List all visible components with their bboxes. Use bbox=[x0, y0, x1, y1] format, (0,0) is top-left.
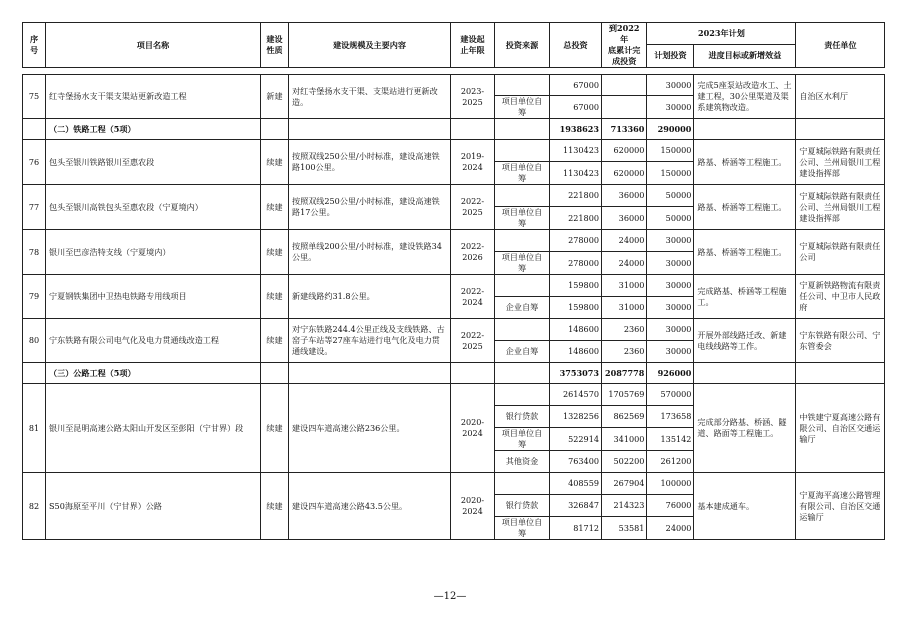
plan-cell: 150000 bbox=[647, 140, 694, 162]
section-row bbox=[23, 363, 885, 384]
unit-cell: 宁夏城际铁路有限责任公司 bbox=[796, 230, 885, 275]
seq-cell: 75 bbox=[23, 75, 46, 119]
seq-cell: 82 bbox=[23, 473, 46, 540]
total-cell: 221800 bbox=[550, 207, 602, 230]
header-progress: 进度目标或新增效益 bbox=[694, 44, 796, 67]
plan-cell: 30000 bbox=[647, 341, 694, 363]
total-cell: 81712 bbox=[550, 517, 602, 540]
section-plan: 926000 bbox=[647, 363, 694, 384]
table-row bbox=[23, 140, 885, 162]
header-scale: 建设规模及主要内容 bbox=[289, 23, 451, 68]
cumulative-cell bbox=[602, 75, 647, 96]
total-cell: 1130423 bbox=[550, 140, 602, 162]
project-name-cell: 宁东铁路有限公司电气化及电力贯通线改造工程 bbox=[46, 319, 261, 363]
header-project-name: 项目名称 bbox=[46, 23, 261, 68]
total-cell: 326847 bbox=[550, 495, 602, 517]
unit-cell: 宁夏城际铁路有限责任公司、兰州局银川工程建设指挥部 bbox=[796, 140, 885, 185]
plan-cell: 30000 bbox=[647, 252, 694, 275]
source-cell bbox=[495, 384, 550, 406]
header-total: 总投资 bbox=[550, 23, 602, 68]
total-cell: 67000 bbox=[550, 96, 602, 119]
source-cell bbox=[495, 140, 550, 162]
seq-cell: 79 bbox=[23, 275, 46, 319]
nature-cell: 新建 bbox=[261, 75, 289, 119]
table-row bbox=[23, 275, 885, 297]
total-cell: 408559 bbox=[550, 473, 602, 495]
investment-plan-table-page bbox=[22, 22, 885, 540]
nature-cell: 续建 bbox=[261, 185, 289, 230]
nature-cell: 续建 bbox=[261, 230, 289, 275]
total-cell: 1328256 bbox=[550, 406, 602, 428]
cumulative-cell: 2360 bbox=[602, 319, 647, 341]
progress-cell: 路基、桥涵等工程施工。 bbox=[694, 230, 796, 275]
total-cell: 763400 bbox=[550, 451, 602, 473]
cumulative-cell: 620000 bbox=[602, 162, 647, 185]
seq-cell: 78 bbox=[23, 230, 46, 275]
table-row bbox=[23, 473, 885, 495]
section-total: 3753073 bbox=[550, 363, 602, 384]
source-cell bbox=[495, 319, 550, 341]
scale-cell: 建设四车道高速公路43.5公里。 bbox=[289, 473, 451, 540]
cumulative-cell: 36000 bbox=[602, 185, 647, 207]
cumulative-cell: 2360 bbox=[602, 341, 647, 363]
cumulative-cell: 214323 bbox=[602, 495, 647, 517]
header-source: 投资来源 bbox=[495, 23, 550, 68]
table-row bbox=[23, 384, 885, 406]
section-cumulative: 713360 bbox=[602, 119, 647, 140]
cumulative-cell: 267904 bbox=[602, 473, 647, 495]
plan-cell: 30000 bbox=[647, 96, 694, 119]
plan-cell: 100000 bbox=[647, 473, 694, 495]
project-name-cell: 红寺堡扬水支干渠支渠站更新改造工程 bbox=[46, 75, 261, 119]
plan-cell: 30000 bbox=[647, 230, 694, 252]
source-cell: 银行贷款 bbox=[495, 495, 550, 517]
header-plan-2023: 2023年计划 bbox=[647, 23, 796, 45]
period-cell: 2022-2025 bbox=[451, 319, 495, 363]
progress-cell: 完成路基、桥涵等工程施工。 bbox=[694, 275, 796, 319]
table-row bbox=[23, 185, 885, 207]
source-cell: 项目单位自筹 bbox=[495, 162, 550, 185]
period-cell: 2022-2024 bbox=[451, 275, 495, 319]
cumulative-cell: 31000 bbox=[602, 275, 647, 297]
progress-cell: 路基、桥涵等工程施工。 bbox=[694, 185, 796, 230]
nature-cell: 续建 bbox=[261, 275, 289, 319]
plan-cell: 30000 bbox=[647, 275, 694, 297]
plan-cell: 261200 bbox=[647, 451, 694, 473]
source-cell: 银行贷款 bbox=[495, 406, 550, 428]
progress-cell: 完成部分路基、桥涵、隧道、路面等工程施工。 bbox=[694, 384, 796, 473]
scale-cell: 对宁东铁路244.4公里正线及支线铁路、古窑子车站等27座车站进行电气化及电力贯通线建设。 bbox=[289, 319, 451, 363]
nature-cell: 续建 bbox=[261, 319, 289, 363]
total-cell: 1130423 bbox=[550, 162, 602, 185]
source-cell: 企业自筹 bbox=[495, 341, 550, 363]
scale-cell: 对红寺堡扬水支干渠、支渠站进行更新改造。 bbox=[289, 75, 451, 119]
seq-cell: 81 bbox=[23, 384, 46, 473]
progress-cell: 完成5座泵站改造水工、土建工程，30公里渠道及渠系建筑物改造。 bbox=[694, 75, 796, 119]
plan-cell: 150000 bbox=[647, 162, 694, 185]
seq-cell: 80 bbox=[23, 319, 46, 363]
page-number: —12— bbox=[433, 591, 467, 602]
cumulative-cell: 502200 bbox=[602, 451, 647, 473]
plan-cell: 173658 bbox=[647, 406, 694, 428]
total-cell: 159800 bbox=[550, 275, 602, 297]
nature-cell: 续建 bbox=[261, 140, 289, 185]
section-title: （二）铁路工程（5项） bbox=[46, 119, 261, 140]
project-name-cell: 宁夏钢铁集团中卫热电铁路专用线项目 bbox=[46, 275, 261, 319]
plan-cell: 135142 bbox=[647, 428, 694, 451]
scale-cell: 按照单线200公里/小时标准，建设铁路34公里。 bbox=[289, 230, 451, 275]
section-plan: 290000 bbox=[647, 119, 694, 140]
cumulative-cell: 31000 bbox=[602, 297, 647, 319]
scale-cell: 按照双线250公里/小时标准，建设高速铁路100公里。 bbox=[289, 140, 451, 185]
table-row bbox=[23, 75, 885, 96]
cumulative-cell bbox=[602, 96, 647, 119]
plan-cell: 570000 bbox=[647, 384, 694, 406]
total-cell: 148600 bbox=[550, 341, 602, 363]
total-cell: 159800 bbox=[550, 297, 602, 319]
cumulative-cell: 53581 bbox=[602, 517, 647, 540]
total-cell: 522914 bbox=[550, 428, 602, 451]
cumulative-cell: 24000 bbox=[602, 230, 647, 252]
period-cell: 2022-2026 bbox=[451, 230, 495, 275]
header-nature: 建设 性质 bbox=[261, 23, 289, 68]
project-name-cell: 包头至银川高铁包头至惠农段（宁夏境内） bbox=[46, 185, 261, 230]
seq-cell: 76 bbox=[23, 140, 46, 185]
plan-cell: 30000 bbox=[647, 75, 694, 96]
plan-cell: 76000 bbox=[647, 495, 694, 517]
period-cell: 2022-2025 bbox=[451, 185, 495, 230]
plan-cell: 30000 bbox=[647, 297, 694, 319]
source-cell bbox=[495, 473, 550, 495]
period-cell: 2023-2025 bbox=[451, 75, 495, 119]
seq-cell: 77 bbox=[23, 185, 46, 230]
source-cell: 项目单位自筹 bbox=[495, 207, 550, 230]
scale-cell: 按照双线250公里/小时标准，建设高速铁路17公里。 bbox=[289, 185, 451, 230]
header-seq: 序号 bbox=[23, 23, 46, 68]
period-cell: 2019-2024 bbox=[451, 140, 495, 185]
cumulative-cell: 36000 bbox=[602, 207, 647, 230]
table-row bbox=[23, 230, 885, 252]
plan-cell: 50000 bbox=[647, 207, 694, 230]
project-name-cell: 银川至巴彦浩特支线（宁夏境内） bbox=[46, 230, 261, 275]
cumulative-cell: 620000 bbox=[602, 140, 647, 162]
total-cell: 221800 bbox=[550, 185, 602, 207]
unit-cell: 中铁建宁夏高速公路有限公司、自治区交通运输厅 bbox=[796, 384, 885, 473]
section-row bbox=[23, 119, 885, 140]
header-unit: 责任单位 bbox=[796, 23, 885, 68]
project-name-cell: 包头至银川铁路银川至惠农段 bbox=[46, 140, 261, 185]
nature-cell: 续建 bbox=[261, 473, 289, 540]
header-period: 建设起 止年限 bbox=[451, 23, 495, 68]
source-cell: 项目单位自筹 bbox=[495, 96, 550, 119]
total-cell: 67000 bbox=[550, 75, 602, 96]
unit-cell: 宁夏新铁路物流有限责任公司、中卫市人民政府 bbox=[796, 275, 885, 319]
total-cell: 148600 bbox=[550, 319, 602, 341]
total-cell: 2614570 bbox=[550, 384, 602, 406]
scale-cell: 建设四车道高速公路236公里。 bbox=[289, 384, 451, 473]
header-cumulative: 到2022年 底累计完 成投资 bbox=[602, 23, 647, 68]
plan-cell: 30000 bbox=[647, 319, 694, 341]
source-cell: 企业自筹 bbox=[495, 297, 550, 319]
unit-cell: 自治区水利厅 bbox=[796, 75, 885, 119]
period-cell: 2020-2024 bbox=[451, 384, 495, 473]
source-cell: 项目单位自筹 bbox=[495, 252, 550, 275]
section-title: （三）公路工程（5项） bbox=[46, 363, 261, 384]
source-cell bbox=[495, 185, 550, 207]
header-plan-investment: 计划投资 bbox=[647, 44, 694, 67]
plan-cell: 50000 bbox=[647, 185, 694, 207]
table-row bbox=[23, 319, 885, 341]
progress-cell: 开展外部线路迁改、新建电线线路等工作。 bbox=[694, 319, 796, 363]
progress-cell: 路基、桥涵等工程施工。 bbox=[694, 140, 796, 185]
source-cell bbox=[495, 275, 550, 297]
scale-cell: 新建线路约31.8公里。 bbox=[289, 275, 451, 319]
unit-cell: 宁夏海平高速公路管理有限公司、自治区交通运输厅 bbox=[796, 473, 885, 540]
source-cell: 项目单位自筹 bbox=[495, 428, 550, 451]
nature-cell: 续建 bbox=[261, 384, 289, 473]
unit-cell: 宁东铁路有限公司、宁东管委会 bbox=[796, 319, 885, 363]
cumulative-cell: 862569 bbox=[602, 406, 647, 428]
cumulative-cell: 1705769 bbox=[602, 384, 647, 406]
project-name-cell: 银川至昆明高速公路太阳山开发区至彭阳（宁甘界）段 bbox=[46, 384, 261, 473]
total-cell: 278000 bbox=[550, 252, 602, 275]
source-cell bbox=[495, 230, 550, 252]
total-cell: 278000 bbox=[550, 230, 602, 252]
investment-plan-table bbox=[22, 22, 885, 540]
cumulative-cell: 341000 bbox=[602, 428, 647, 451]
project-name-cell: S50海原至平川（宁甘界）公路 bbox=[46, 473, 261, 540]
section-cumulative: 2087778 bbox=[602, 363, 647, 384]
unit-cell: 宁夏城际铁路有限责任公司、兰州局银川工程建设指挥部 bbox=[796, 185, 885, 230]
section-total: 1938623 bbox=[550, 119, 602, 140]
cumulative-cell: 24000 bbox=[602, 252, 647, 275]
period-cell: 2020-2024 bbox=[451, 473, 495, 540]
source-cell: 其他资金 bbox=[495, 451, 550, 473]
source-cell: 项目单位自筹 bbox=[495, 517, 550, 540]
plan-cell: 24000 bbox=[647, 517, 694, 540]
source-cell bbox=[495, 75, 550, 96]
progress-cell: 基本建成通车。 bbox=[694, 473, 796, 540]
